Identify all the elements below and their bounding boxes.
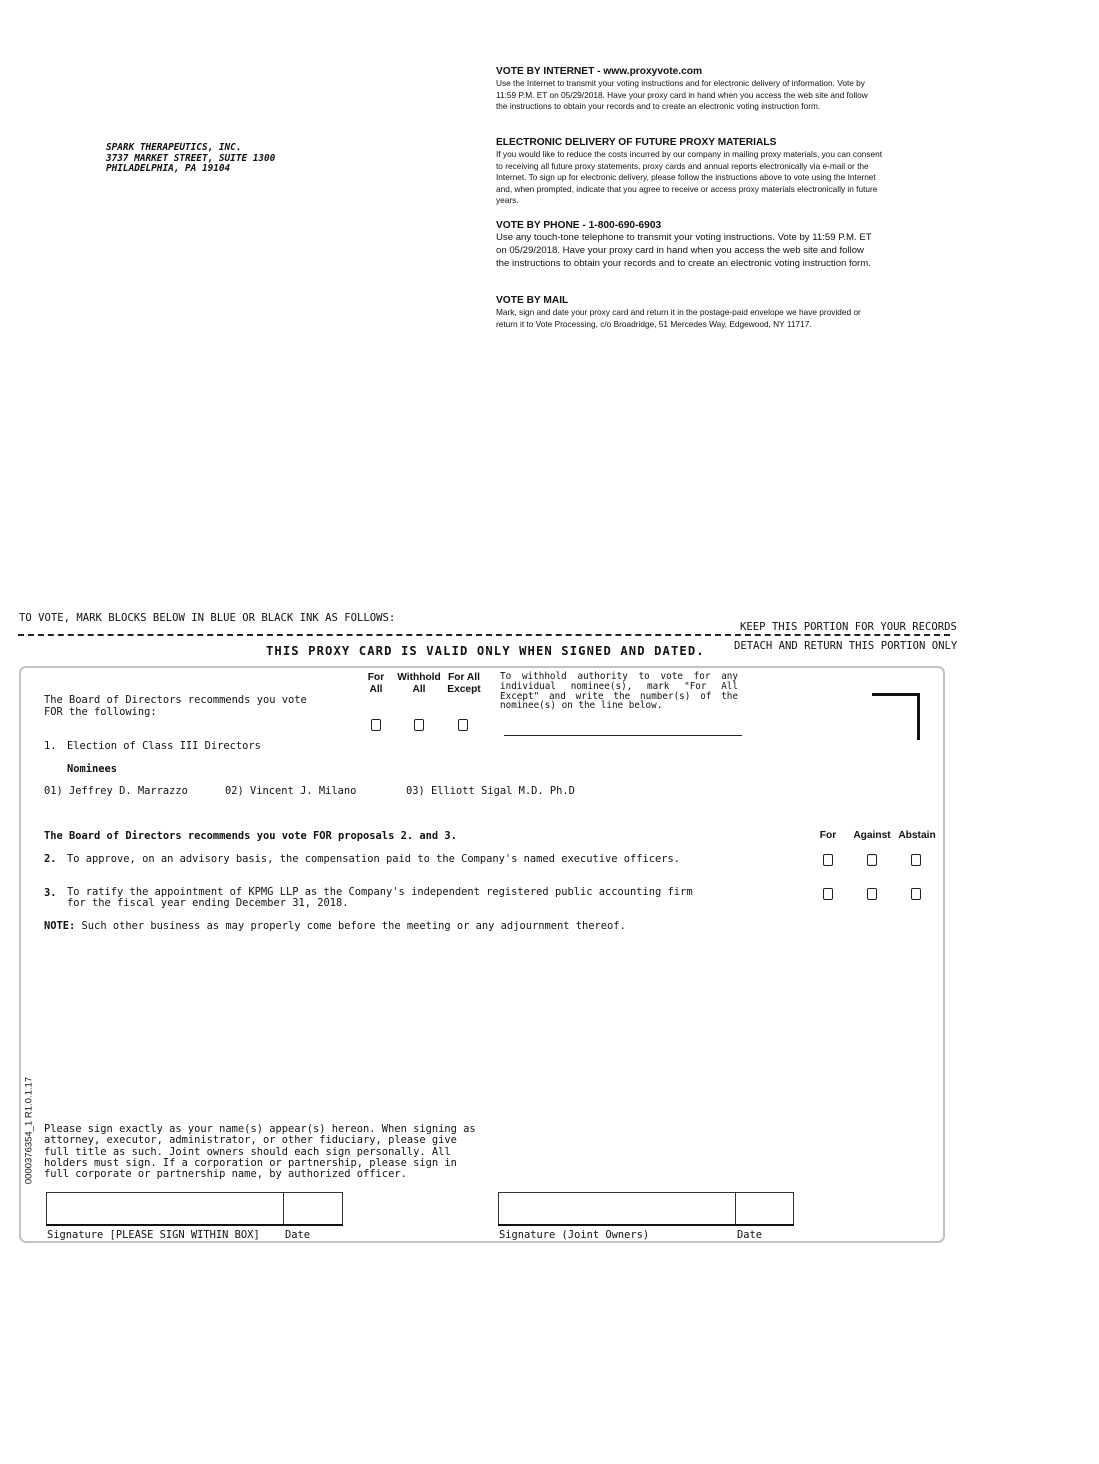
date-box[interactable] [283,1192,343,1226]
proposal-2-text: To approve, on an advisory basis, the compensation paid to the Company's named executive officers. [67,853,681,865]
phone-voting-section [496,220,886,270]
joint-signature-label: Signature (Joint Owners) [499,1229,650,1241]
marking-instructions: TO VOTE, MARK BLOCKS BELOW IN BLUE OR BLACK INK AS FOLLOWS: [19,612,396,624]
joint-date-label: Date [737,1229,763,1241]
note-label: NOTE: [44,920,76,932]
proposal-2-abstain-checkbox[interactable] [911,854,921,866]
signature-instructions: Please sign exactly as your name(s) appear(s) hereon. When signing as attorney, executor, administrator, or other fiduciary, please give full title as such. Joint owners should each sign personally. All holders must sign. If a corporation or partnership, please sign in full corporate or partnership name, by authorized officer. [44,1123,476,1181]
col-withhold-all: Withhold All [397,672,441,695]
joint-signature-box[interactable] [498,1192,736,1226]
edelivery-title: ELECTRONIC DELIVERY OF FUTURE PROXY MATERIALS [496,137,777,148]
col-abstain: Abstain [898,830,936,841]
proposal-3-number: 3. [44,887,57,899]
except-nominee-line[interactable] [504,735,742,736]
nominee-3: 03) Elliott Sigal M.D. Ph.D [406,785,575,797]
for-all-except-checkbox[interactable] [458,719,468,731]
nominees-label: Nominees [67,763,118,775]
nominee-1: 01) Jeffrey D. Marrazzo [44,785,188,797]
proposals-recommendation: The Board of Directors recommends you vote FOR proposals 2. and 3. [44,830,457,842]
internet-title: VOTE BY INTERNET - www.proxyvote.com [496,66,703,77]
withhold-all-checkbox[interactable] [414,719,424,731]
company-name: SPARK THERAPEUTICS, INC. [106,142,242,153]
proposal-3-abstain-checkbox[interactable] [911,888,921,900]
mail-voting-section [496,295,886,330]
col-for: For [819,830,837,841]
col-against: Against [853,830,891,841]
joint-signature-underline [498,1224,794,1226]
proposal-2-for-checkbox[interactable] [823,854,833,866]
proposal-3-against-checkbox[interactable] [867,888,877,900]
company-city: PHILADELPHIA, PA 19104 [106,163,231,174]
withhold-instructions: To withhold authority to vote for any individual nominee(s), mark "For All Except" and write the number(s) of the nominee(s) on the line below. [500,671,738,712]
edelivery-body: If you would like to reduce the costs incurred by our company in mailing proxy materials, you can consent to receiving all future proxy statements, proxy cards and annual reports electronically via e-mail or the Internet. To sign up for electronic delivery, please follow the instructions above to vote using the Internet and, when prompted, indicate that you agree to receive or access proxy materials electronically in future years. [496,149,882,206]
registration-corner-mark [872,693,920,740]
phone-body: Use any touch-tone telephone to transmit your voting instructions. Vote by 11:59 P.M. ET on 05/29/2018. Have your proxy card in hand when you access the web site and follow the instructions to obtain your records and to create an electronic voting instruction form. [496,232,872,269]
side-document-code: 0000376354_1 R1.0.1.17 [23,1076,35,1185]
signature-label: Signature [PLEASE SIGN WITHIN BOX] [47,1229,260,1241]
internet-body: Use the Internet to transmit your voting instructions and for electronic delivery of information. Vote by 11:59 P.M. ET on 05/29/2018. Have your proxy card in hand when you access the web site and follow the instructions to obtain your records and to create an electronic voting instruction form. [496,78,868,112]
col-for-all: For All [367,672,385,695]
detach-portion-label: DETACH AND RETURN THIS PORTION ONLY [734,640,958,652]
item-1-number: 1. [44,740,57,752]
for-all-checkbox[interactable] [371,719,381,731]
directors-recommendation: The Board of Directors recommends you vote FOR the following: [44,694,307,718]
mail-body: Mark, sign and date your proxy card and return it in the postage-paid envelope we have provided or return it to Vote Processing, c/o Broadridge, 51 Mercedes Way, Edgewood, NY 11717. [496,307,861,329]
item-1-label: Election of Class III Directors [67,740,261,752]
internet-voting-section [496,66,886,113]
note-text: Such other business as may properly come before the meeting or any adjournment thereof. [81,920,626,932]
proposal-2-against-checkbox[interactable] [867,854,877,866]
phone-title: VOTE BY PHONE - 1-800-690-6903 [496,220,662,231]
company-address [106,143,275,175]
proposal-3-text: To ratify the appointment of KPMG LLP as the Company's independent registered public accounting firm for the fiscal year ending December 31, 2018. [67,886,693,909]
proposal-2-number: 2. [44,853,57,865]
company-street: 3737 MARKET STREET, SUITE 1300 [106,152,276,164]
date-label: Date [285,1229,311,1241]
signature-underline [46,1224,343,1226]
signature-box[interactable] [46,1192,284,1226]
proposal-3-for-checkbox[interactable] [823,888,833,900]
mail-title: VOTE BY MAIL [496,295,569,306]
note [44,920,626,932]
keep-portion-label: KEEP THIS PORTION FOR YOUR RECORDS [740,621,957,633]
valid-notice: THIS PROXY CARD IS VALID ONLY WHEN SIGNED AND DATED. [266,644,705,658]
joint-date-box[interactable] [735,1192,794,1226]
electronic-delivery-section [496,137,886,207]
detach-line [18,634,950,636]
col-for-all-except: For All Except [447,672,481,695]
nominee-2: 02) Vincent J. Milano [225,785,357,797]
